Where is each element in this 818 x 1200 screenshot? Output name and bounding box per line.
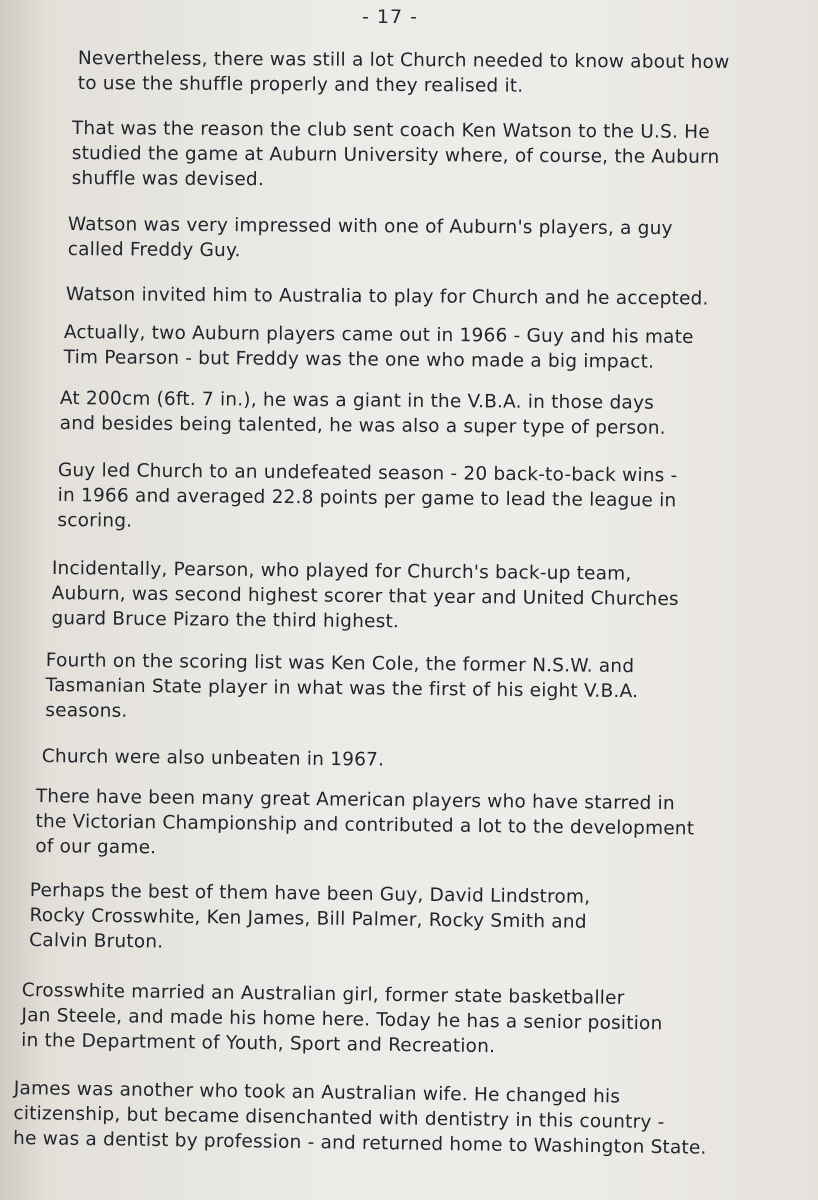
text-line: Watson invited him to Australia to play for Church and he accepted. <box>65 283 709 310</box>
text-line: scoring. <box>57 509 133 532</box>
text-line: guard Bruce Pizaro the third highest. <box>51 607 400 633</box>
text-line: he was a dentist by profession - and returned home to Washington State. <box>12 1127 707 1159</box>
text-line: Crosswhite married an Australian girl, former state basketballer <box>21 979 625 1009</box>
text-line: of our game. <box>35 835 157 859</box>
text-line: Incidentally, Pearson, who played for Church's back-up team, <box>51 557 632 585</box>
text-line: the Victorian Championship and contributed a lot to the development <box>35 810 695 840</box>
text-line: Watson was very impressed with one of Auburn's players, a guy <box>67 213 673 240</box>
text-line: James was another who took an Australian wife. He changed his <box>13 1077 621 1108</box>
text-line: in the Department of Youth, Sport and Recreation. <box>21 1029 496 1058</box>
text-line: There have been many great American players who have starred in <box>35 785 675 815</box>
text-line: shuffle was devised. <box>71 167 265 191</box>
paragraph <box>64 320 694 375</box>
text-line: Perhaps the best of them have been Guy, David Lindstrom, <box>29 879 591 908</box>
paragraph <box>45 648 638 729</box>
paragraph <box>51 556 679 637</box>
text-line: That was the reason the club sent coach Ken Watson to the U.S. He <box>71 117 710 143</box>
paragraph <box>13 1076 707 1161</box>
text-line: and besides being talented, he was also a super type of person. <box>59 412 666 439</box>
paragraph <box>78 46 730 100</box>
paragraph <box>42 744 385 773</box>
text-line: to use the shuffle properly and they realised it. <box>77 72 524 97</box>
text-line: Tim Pearson - but Freddy was the one who made a big impact. <box>63 346 655 373</box>
text-line: studied the game at Auburn University where, of course, the Auburn <box>71 142 720 168</box>
text-line: Auburn, was second highest scorer that year and United Churches <box>51 582 679 611</box>
text-line: Church were also unbeaten in 1967. <box>41 745 385 771</box>
paragraph <box>60 386 666 441</box>
text-line: seasons. <box>45 699 128 722</box>
page-number: - 17 - <box>362 6 418 28</box>
paragraph <box>35 784 694 866</box>
text-line: Nevertheless, there was still a lot Church needed to know about how <box>77 47 730 73</box>
text-line: Actually, two Auburn players came out in 1966 - Guy and his mate <box>63 321 694 348</box>
text-line: At 200cm (6ft. 7 in.), he was a giant in the V.B.A. in those days <box>59 387 655 414</box>
text-line: Rocky Crosswhite, Ken James, Bill Palmer, Rocky Smith and <box>29 904 587 933</box>
text-line: Guy led Church to an undefeated season - 20 back-to-back wins - <box>57 459 678 487</box>
text-line: in 1966 and averaged 22.8 points per game to lead the league in <box>57 484 677 512</box>
text-line: Fourth on the scoring list was Ken Cole, the former N.S.W. and <box>45 649 635 678</box>
text-line: Tasmanian State player in what was the first of his eight V.B.A. <box>45 674 639 703</box>
text-line: Jan Steele, and made his home here. Today he has a senior position <box>21 1004 663 1035</box>
paragraph <box>57 458 677 538</box>
paragraph <box>21 978 663 1061</box>
paragraph <box>68 212 673 266</box>
text-line: Calvin Bruton. <box>29 929 164 953</box>
paragraph <box>66 282 709 311</box>
text-line: called Freddy Guy. <box>67 238 241 262</box>
paragraph <box>29 878 590 960</box>
paragraph <box>72 116 720 195</box>
text-line: citizenship, but became disenchanted with dentistry in this country - <box>13 1102 665 1134</box>
